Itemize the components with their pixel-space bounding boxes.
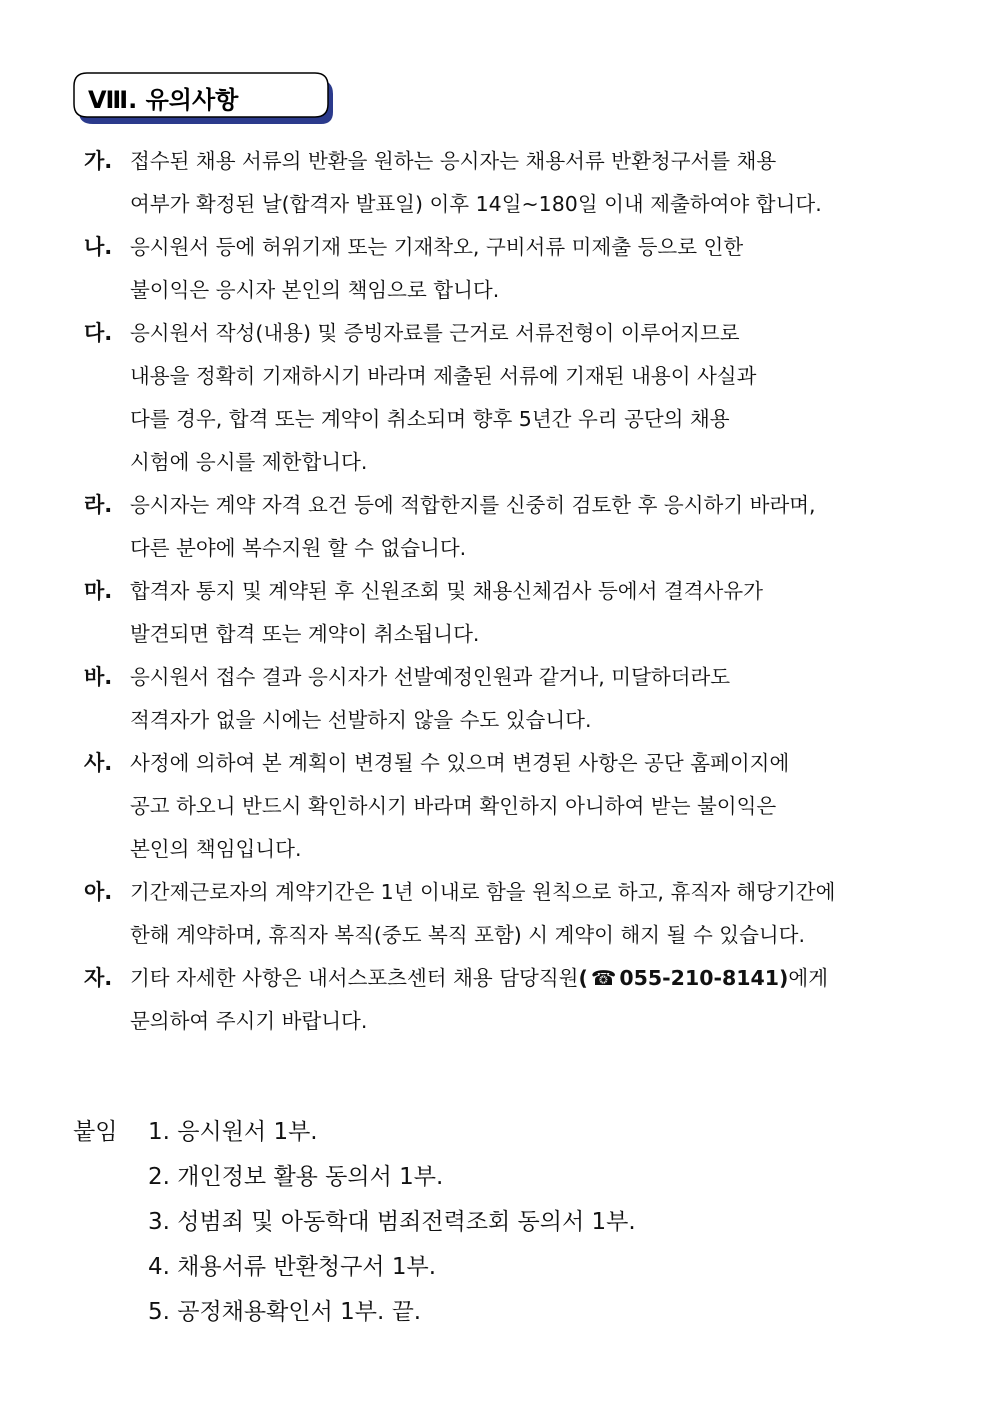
notes-list: [84, 140, 924, 1043]
contact-line: [130, 957, 924, 1000]
contact-text: 기타 자세한 사항은 내서스포츠센터 채용 담당직원: [130, 966, 579, 990]
note-marker: 나.: [84, 235, 113, 259]
note-marker: 라.: [84, 493, 113, 517]
note-line: 공고 하오니 반드시 확인하시기 바라며 확인하지 아니하여 받는 불이익은: [130, 794, 777, 818]
note-marker: 마.: [84, 579, 113, 603]
note-ba: [84, 656, 924, 742]
contact-suffix: 에게: [788, 966, 829, 990]
note-ja: [84, 957, 924, 1043]
attachment-item: 2. 개인정보 활용 동의서 1부.: [148, 1164, 444, 1190]
note-line: 합격자 통지 및 계약된 후 신원조회 및 채용신체검사 등에서 결격사유가: [130, 579, 763, 603]
note-line: 내용을 정확히 기재하시기 바라며 제출된 서류에 기재된 내용이 사실과: [130, 364, 757, 388]
note-line: 적격자가 없을 시에는 선발하지 않을 수도 있습니다.: [130, 708, 592, 732]
note-line: 한해 계약하며, 휴직자 복직(중도 복직 포함) 시 계약이 해지 될 수 있습니다.: [130, 923, 805, 947]
note-ga: [84, 140, 924, 226]
note-line: 사정에 의하여 본 계획이 변경될 수 있으며 변경된 사항은 공단 홈페이지에: [130, 751, 790, 775]
phone-open-paren: (: [578, 966, 588, 990]
note-line: 기간제근로자의 계약기간은 1년 이내로 함을 원칙으로 하고, 휴직자 해당기간에: [130, 880, 836, 904]
note-line: 응시자는 계약 자격 요건 등에 적합한지를 신중히 검토한 후 응시하기 바라며,: [130, 493, 816, 517]
attachment-item: 5. 공정채용확인서 1부. 끝.: [148, 1299, 422, 1325]
note-marker: 사.: [84, 751, 113, 775]
note-line: 응시원서 접수 결과 응시자가 선발예정인원과 같거나, 미달하더라도: [130, 665, 731, 689]
attachment-item: 3. 성범죄 및 아동학대 범죄전력조회 동의서 1부.: [148, 1209, 636, 1235]
note-marker: 바.: [84, 665, 113, 689]
note-na: [84, 226, 924, 312]
note-da: [84, 312, 924, 484]
attachment-item: 4. 채용서류 반환청구서 1부.: [148, 1254, 437, 1280]
note-marker: 자.: [84, 966, 113, 990]
phone-icon: ☎: [590, 966, 617, 990]
attachment-item: 1. 응시원서 1부.: [148, 1119, 318, 1145]
note-line: 다를 경우, 합격 또는 계약이 취소되며 향후 5년간 우리 공단의 채용: [130, 407, 730, 431]
note-ma: [84, 570, 924, 656]
note-marker: 가.: [84, 149, 113, 173]
phone-number: 055-210-8141): [619, 966, 789, 990]
note-line: 여부가 확정된 날(합격자 발표일) 이후 14일~180일 이내 제출하여야 합니다.: [130, 192, 822, 216]
note-marker: 아.: [84, 880, 113, 904]
note-line: 발견되면 합격 또는 계약이 취소됩니다.: [130, 622, 480, 646]
note-sa: [84, 742, 924, 871]
attachments-list: [148, 1110, 636, 1335]
attachments-label: 붙임: [73, 1119, 118, 1145]
note-line: 불이익은 응시자 본인의 책임으로 합니다.: [130, 278, 500, 302]
note-a: [84, 871, 924, 957]
section-title: Ⅷ. 유의사항: [88, 86, 239, 114]
note-line: 접수된 채용 서류의 반환을 원하는 응시자는 채용서류 반환청구서를 채용: [130, 149, 777, 173]
note-line: 다른 분야에 복수지원 할 수 없습니다.: [130, 536, 467, 560]
section-header: [73, 72, 335, 126]
note-line: 시험에 응시를 제한합니다.: [130, 450, 368, 474]
note-line: 응시원서 등에 허위기재 또는 기재착오, 구비서류 미제출 등으로 인한: [130, 235, 744, 259]
note-marker: 다.: [84, 321, 113, 345]
note-line: 문의하여 주시기 바랍니다.: [130, 1009, 368, 1033]
note-ra: [84, 484, 924, 570]
note-line: 본인의 책임입니다.: [130, 837, 302, 861]
note-line: 응시원서 작성(내용) 및 증빙자료를 근거로 서류전형이 이루어지므로: [130, 321, 740, 345]
